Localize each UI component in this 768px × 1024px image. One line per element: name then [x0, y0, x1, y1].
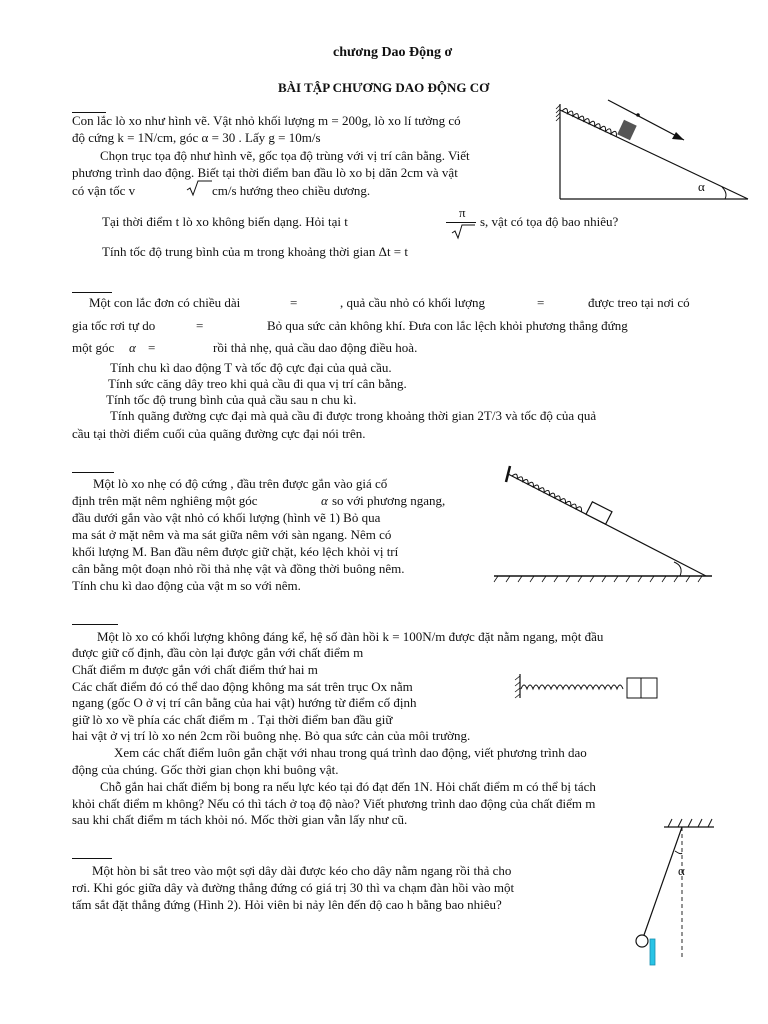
ball: [636, 935, 648, 947]
sqrt-symbol: [186, 180, 212, 196]
problem-2-item-4: Tính quãng đường cực đại mà quả cầu đi được trong khoảng thời gian 2T/3 và tốc độ của quả: [110, 408, 597, 423]
problem-2-item-2: Tính sức căng dây treo khi quả cầu đi qua vị trí cân bằng.: [108, 376, 407, 391]
problem-4-line-11: khỏi chất điểm m không? Nếu có thì tách ở toạ độ nào? Viết phương trình dao động của chất điểm m: [72, 796, 596, 811]
problem-2-item-1: Tính chu kì dao động T và tốc độ cực đại của quả cầu.: [110, 360, 392, 375]
problem-1-line-2: độ cứng k = 1N/cm, góc α = 30 . Lấy g = 10m/s: [72, 130, 321, 145]
problem-2-l1-c: , quả cầu nhỏ có khối lượng: [340, 295, 485, 310]
problem-1-question-b: Tính tốc độ trung bình của m trong khoảng thời gian Δt = t: [102, 244, 408, 259]
metal-plate: [650, 939, 655, 965]
alpha-symbol: α: [129, 340, 136, 355]
pendulum-string: [644, 827, 682, 935]
section-title: BÀI TẬP CHƯƠNG DAO ĐỘNG CƠ: [278, 80, 490, 95]
problem-3-line-1: Một lò xo nhẹ có độ cứng , đầu trên được gắn vào giá cố: [93, 476, 388, 491]
problem-3-marker: [72, 472, 114, 473]
problem-2-l2-a: gia tốc rơi tự do: [72, 318, 156, 333]
problem-1-line-4: phương trình dao động. Biết tại thời điểm ban đầu lò xo bị dãn 2cm và vật: [72, 165, 458, 180]
problem-1-line-1: Con lắc lò xo như hình vẽ. Vật nhỏ khối lượng m = 200g, lò xo lí tưởng có: [72, 113, 461, 128]
horizontal-spring-figure: [512, 670, 662, 702]
block: [617, 120, 636, 140]
page-title: chương Dao Động ơ: [333, 45, 453, 60]
pendulum-figure: [630, 815, 720, 975]
problem-4-line-4: Các chất điểm đó có thể dao động không ma sát trên trục Ox nằm: [72, 679, 413, 694]
problem-1-question-a-end: s, vật có tọa độ bao nhiêu?: [480, 214, 619, 229]
problem-3-line-2b: so với phương ngang,: [332, 493, 446, 508]
problem-5-marker: [72, 858, 112, 859]
problem-4-line-10: Chỗ gắn hai chất điểm bị bong ra nếu lực kéo tại đó đạt đến 1N. Hỏi chất điểm m có thể bị tách: [100, 779, 596, 794]
problem-2-l2-c: Bỏ qua sức cản không khí. Đưa con lắc lệch khỏi phương thẳng đứng: [267, 318, 628, 333]
problem-5-line-1: Một hòn bi sắt treo vào một sợi dây dài được kéo cho dây nằm ngang rồi thả cho: [92, 863, 512, 878]
problem-4-line-8: Xem các chất điểm luôn gắn chặt với nhau trong quá trình dao động, viết phương trình dao: [114, 745, 587, 760]
problem-3-line-2a: định trên mặt nêm nghiêng một góc: [72, 493, 258, 508]
problem-2-l1-d: =: [537, 295, 545, 310]
problem-3-line-4: ma sát ở mặt nêm và ma sát giữa nêm với sàn ngang. Nêm có: [72, 527, 392, 542]
problem-4-line-3: Chất điểm m được gắn với chất điểm thứ hai m: [72, 662, 318, 677]
angle-alpha-label: α: [678, 863, 685, 878]
problem-2-l3-a: một góc: [72, 340, 115, 355]
problem-4-line-7: hai vật ở vị trí lò xo nén 2cm rồi buông nhẹ. Bỏ qua sức cản của môi trường.: [72, 728, 471, 743]
problem-4-line-12: sau khi chất điểm m tách khỏi nó. Mốc thời gian vẫn lấy như cũ.: [72, 812, 408, 827]
alpha-symbol: α: [321, 493, 328, 508]
problem-1-line-3: Chọn trục tọa độ như hình vẽ, gốc tọa độ trùng với vị trí cân bằng. Viết: [100, 148, 470, 163]
problem-2-l1-a: Một con lắc đơn có chiều dài: [89, 295, 241, 310]
problem-5-line-2: rơi. Khi góc giữa dây và đường thẳng đứng có giá trị 30 thì va chạm đàn hồi vào một: [72, 880, 515, 895]
problem-2-marker: [72, 292, 112, 293]
problem-3-line-7: Tính chu kì dao động của vật m so với nêm.: [72, 578, 301, 593]
problem-2-l2-b: =: [196, 318, 204, 333]
problem-2-l1-b: =: [290, 295, 298, 310]
problem-1-question-a: Tại thời điểm t lò xo không biến dạng. Hỏi tại t: [102, 214, 348, 229]
problem-5-line-3: tấm sắt đặt thẳng đứng (Hình 2). Hỏi viên bi nảy lên đến độ cao h bằng bao nhiêu?: [72, 897, 502, 912]
problem-4-line-5: ngang (gốc O ở vị trí cân bằng của hai vật) hướng từ điểm cố định: [72, 695, 417, 710]
problem-4-line-2: được giữ cố định, đầu còn lại được gắn với chất điểm m: [72, 645, 364, 660]
problem-2-item-3: Tính tốc độ trung bình của quả cầu sau n chu kì.: [106, 392, 357, 407]
incline-spring-figure: [556, 96, 756, 206]
problem-2-l1-e: được treo tại nơi có: [588, 295, 690, 310]
problem-4-line-9: động của chúng. Gốc thời gian chọn khi buông vật.: [72, 762, 339, 777]
problem-2-l3-b: =: [148, 340, 156, 355]
problem-4-line-1: Một lò xo có khối lượng không đáng kể, hệ số đàn hồi k = 100N/m được đặt nằm ngang, một đầu: [97, 629, 604, 644]
problem-1-line-5: có vận tốc v: [72, 183, 136, 198]
sqrt-symbol: [451, 224, 475, 240]
problem-3-line-6: cân bằng một đoạn nhỏ rồi thả nhẹ vật và đồng thời buông nêm.: [72, 561, 405, 576]
wedge-spring-figure: [488, 462, 714, 584]
problem-2-l3-c: rồi thả nhẹ, quả cầu dao động điều hoà.: [213, 340, 418, 355]
problem-3-line-3: đầu dưới gắn vào vật nhỏ có khối lượng (hình vẽ 1) Bỏ qua: [72, 510, 381, 525]
mass-1: [627, 678, 641, 698]
problem-3-line-5: khối lượng M. Ban đầu nêm được giữ chặt, kéo lệch khỏi vị trí: [72, 544, 399, 559]
problem-1-line-6: cm/s hướng theo chiều dương.: [212, 183, 371, 198]
block: [586, 502, 612, 524]
problem-4-marker: [72, 624, 118, 625]
problem-2-item-5: cầu tại thời điểm cuối của quãng đường cực đại nói trên.: [72, 426, 366, 441]
fraction-pi-numerator: π: [459, 205, 466, 220]
problem-4-line-6: giữ lò xo về phía các chất điểm m . Tại thời điểm ban đầu giữ: [72, 712, 393, 727]
mass-2: [641, 678, 657, 698]
angle-alpha-label: α: [698, 179, 705, 194]
fraction-bar: [446, 222, 476, 223]
